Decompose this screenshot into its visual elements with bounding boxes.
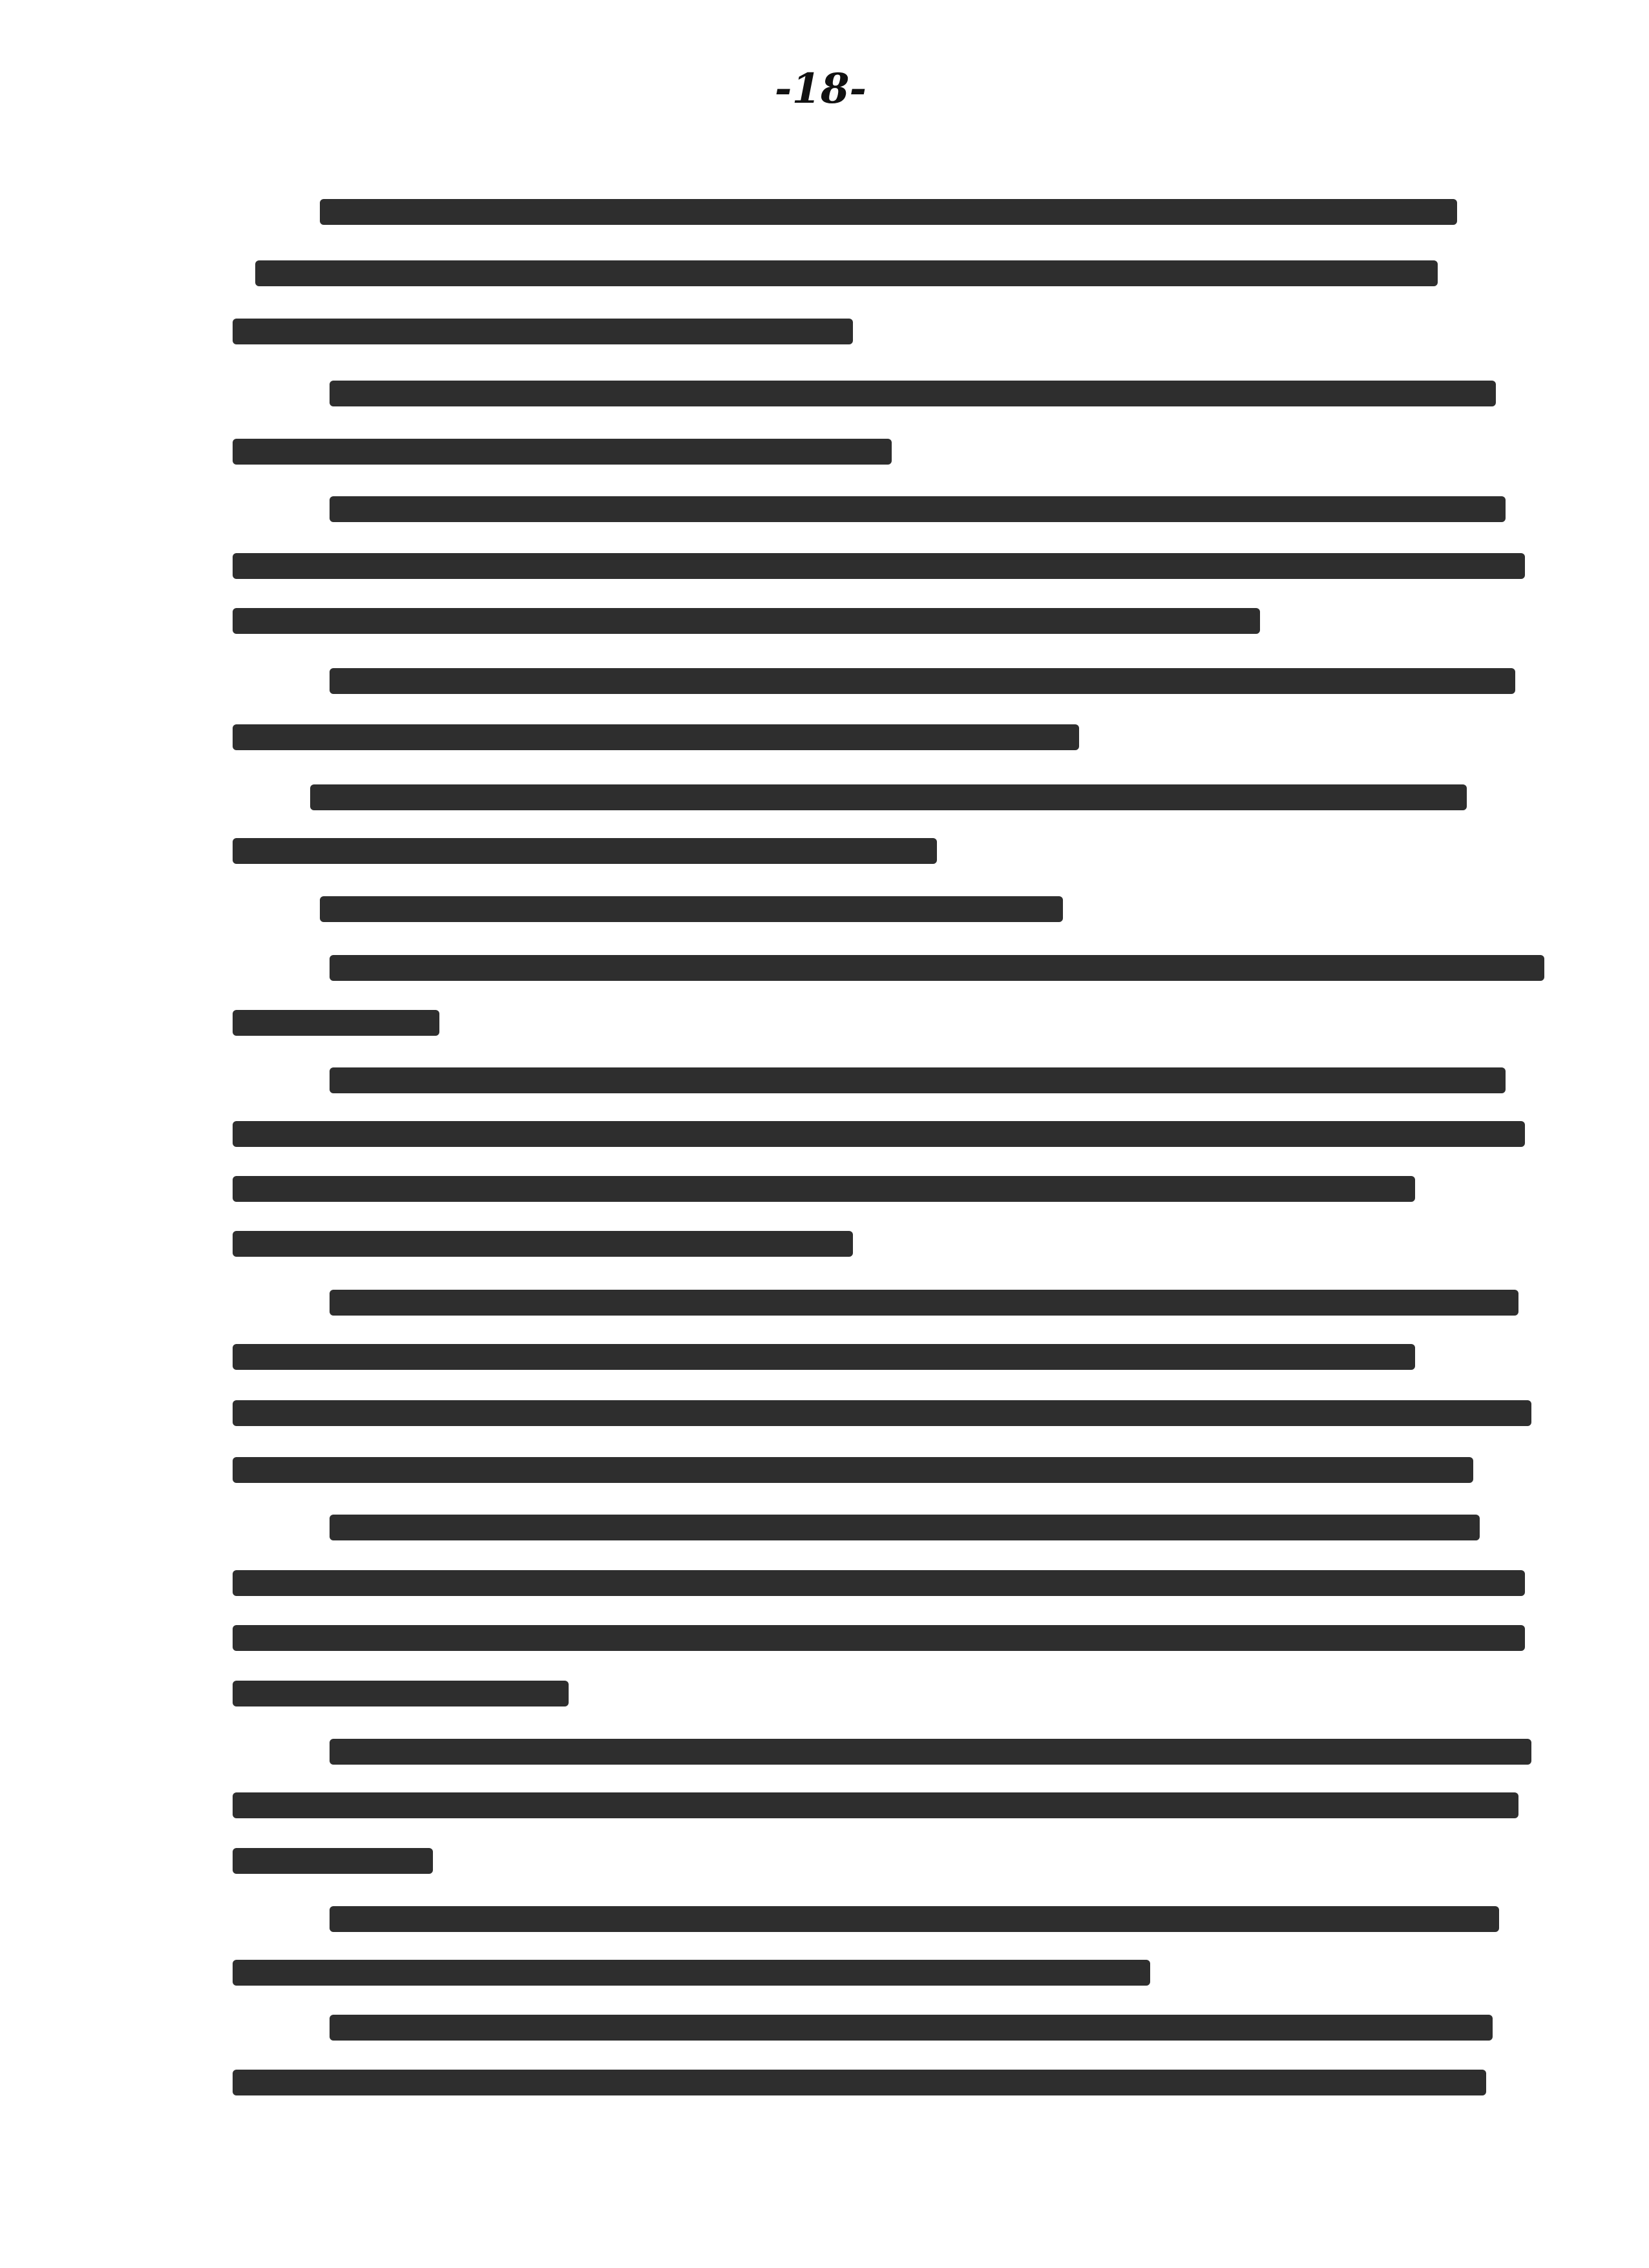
illegible-line (330, 2015, 1493, 2041)
page-number: -18- (774, 65, 867, 113)
illegible-line (310, 784, 1467, 810)
illegible-line (330, 1739, 1531, 1765)
illegible-line (233, 1848, 433, 1874)
illegible-line (330, 955, 1544, 981)
illegible-line (233, 1792, 1518, 1818)
illegible-line (233, 1625, 1525, 1651)
illegible-line (233, 724, 1079, 750)
illegible-line (233, 1960, 1150, 1986)
illegible-line (233, 1231, 853, 1257)
illegible-line (233, 439, 892, 465)
illegible-line (330, 1290, 1518, 1316)
illegible-line (330, 1067, 1506, 1093)
illegible-line (233, 319, 853, 344)
illegible-line (320, 199, 1457, 225)
illegible-line (233, 1344, 1415, 1370)
illegible-line (330, 668, 1515, 694)
illegible-line (233, 2070, 1486, 2095)
illegible-line (233, 1176, 1415, 1202)
illegible-line (330, 1906, 1499, 1932)
illegible-line (330, 1515, 1480, 1540)
illegible-line (233, 553, 1525, 579)
illegible-line (330, 381, 1496, 406)
illegible-line (233, 1121, 1525, 1147)
illegible-line (233, 608, 1260, 634)
illegible-line (233, 1457, 1473, 1483)
illegible-line (233, 1010, 439, 1036)
illegible-line (255, 260, 1438, 286)
illegible-line (233, 838, 937, 864)
illegible-line (233, 1400, 1531, 1426)
illegible-line (330, 496, 1506, 522)
illegible-line (233, 1681, 569, 1706)
illegible-line (233, 1570, 1525, 1596)
illegible-line (320, 896, 1063, 922)
